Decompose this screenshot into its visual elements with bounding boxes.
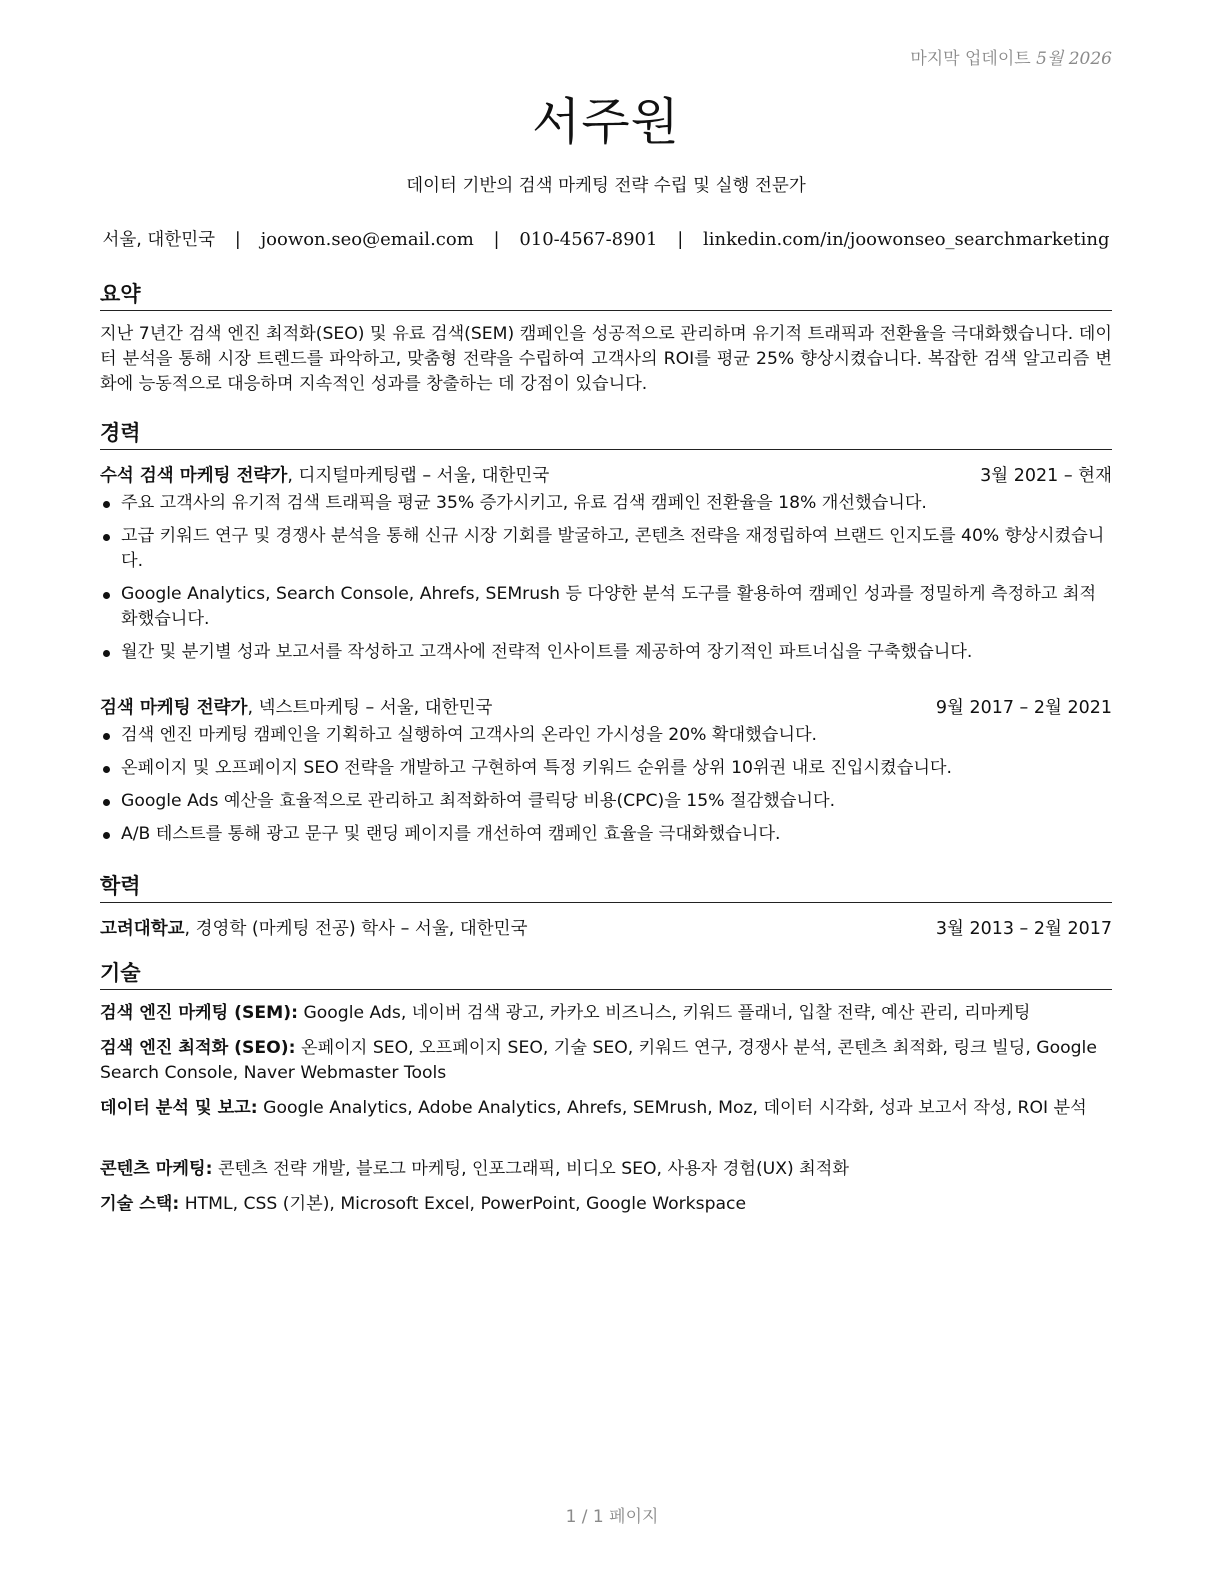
job-bullets: [100, 723, 1112, 855]
last-updated-date: 5월 2026: [1036, 49, 1112, 69]
list-item: 온페이지 및 오프페이지 SEO 전략을 개발하고 구현하여 특정 키워드 순위를 상위 10위권 내로 진입시켰습니다.: [100, 756, 1112, 781]
page-number: 1 / 1 페이지: [565, 1507, 659, 1527]
job-bullets: [100, 491, 1112, 673]
job-company: , 넥스트마케팅 – 서울, 대한민국: [247, 698, 493, 718]
education-entry: [100, 915, 1112, 940]
contact-separator: |: [493, 229, 500, 250]
skill-label: 데이터 분석 및 보고:: [100, 1098, 258, 1118]
list-item: A/B 테스트를 통해 광고 문구 및 랜딩 페이지를 개선하여 캠페인 효율을 극대화했습니다.: [100, 822, 1112, 847]
education-date: 3월 2013 – 2월 2017: [935, 919, 1112, 939]
skill-label: 검색 엔진 마케팅 (SEM):: [100, 1003, 298, 1023]
education-detail: , 경영학 (마케팅 전공) 학사 – 서울, 대한민국: [184, 919, 528, 939]
job-role: 검색 마케팅 전략가: [100, 698, 248, 718]
skill-value: 온페이지 SEO, 오프페이지 SEO, 기술 SEO, 키워드 연구, 경쟁사 분석, 콘텐츠 최적화, 링크 빌딩, Google Search Console, Naver Webmaster Tools: [100, 1038, 1097, 1083]
list-item: 검색 엔진 마케팅 캠페인을 기획하고 실행하여 고객사의 온라인 가시성을 20% 확대했습니다.: [100, 723, 1112, 748]
summary-text: 지난 7년간 검색 엔진 최적화(SEO) 및 유료 검색(SEM) 캠페인을 성공적으로 관리하며 유기적 트래픽과 전환율을 극대화했습니다. 데이터 분석을 통해 시장 트렌드를 파악하고, 맞춤형 전략을 수립하여 고객사의 ROI를 평균 25% 향상시켰습니다. 복잡한 검색 알고리즘 변화에 능동적으로 대응하며 지속적인 성과를 창출하는 데 강점이 있습니다.: [100, 324, 1112, 394]
list-item: 월간 및 분기별 성과 보고서를 작성하고 고객사에 전략적 인사이트를 제공하여 장기적인 파트너십을 구축했습니다.: [100, 640, 1112, 665]
candidate-name: 서주원: [532, 93, 680, 151]
job-date: 3월 2021 – 현재: [980, 466, 1112, 486]
skill-row: [100, 1036, 1112, 1086]
contact-separator: |: [677, 229, 684, 250]
contact-linkedin[interactable]: linkedin.com/in/joowonseo_searchmarketing: [703, 229, 1110, 250]
job-role: 수석 검색 마케팅 전략가: [100, 466, 288, 486]
skill-label: 기술 스택:: [100, 1194, 180, 1214]
list-item: 주요 고객사의 유기적 검색 트래픽을 평균 35% 증가시키고, 유료 검색 캠페인 전환율을 18% 개선했습니다.: [100, 491, 1112, 516]
contact-phone: 010-4567-8901: [519, 229, 658, 250]
section-title-summary: 요약: [100, 278, 1112, 311]
skill-row: [100, 1192, 1112, 1217]
skill-label: 검색 엔진 최적화 (SEO):: [100, 1038, 296, 1058]
skill-value: Google Ads, 네이버 검색 광고, 카카오 비즈니스, 키워드 플래너, 입찰 전략, 예산 관리, 리마케팅: [297, 1003, 1031, 1023]
job-company: , 디지털마케팅랩 – 서울, 대한민국: [287, 466, 550, 486]
section-title-experience: 경력: [100, 417, 1112, 450]
section-title-education: 학력: [100, 870, 1112, 903]
skill-value: 콘텐츠 전략 개발, 블로그 마케팅, 인포그래픽, 비디오 SEO, 사용자 경험(UX) 최적화: [212, 1159, 849, 1179]
skill-value: Google Analytics, Adobe Analytics, Ahrefs, SEMrush, Moz, 데이터 시각화, 성과 보고서 작성, ROI 분석: [257, 1098, 1087, 1118]
list-item: Google Ads 예산을 효율적으로 관리하고 최적화하여 클릭당 비용(CPC)을 15% 절감했습니다.: [100, 789, 1112, 814]
section-title-skills: 기술: [100, 957, 1112, 990]
job-header: [100, 694, 1112, 719]
skill-row: [100, 1096, 1112, 1121]
list-item: Google Analytics, Search Console, Ahrefs, SEMrush 등 다양한 분석 도구를 활용하여 캠페인 성과를 정밀하게 측정하고 최적화했습니다.: [100, 582, 1112, 632]
contact-location: 서울, 대한민국: [102, 230, 216, 250]
job-date: 9월 2017 – 2월 2021: [935, 698, 1112, 718]
skill-label: 콘텐츠 마케팅:: [100, 1159, 213, 1179]
skill-value: HTML, CSS (기본), Microsoft Excel, PowerPoint, Google Workspace: [179, 1194, 747, 1214]
tagline: 데이터 기반의 검색 마케팅 전략 수립 및 실행 전문가: [406, 176, 806, 196]
last-updated: [910, 44, 1112, 69]
skill-row: [100, 1001, 1112, 1026]
contact-line: [100, 226, 1112, 251]
skill-row: [100, 1157, 1112, 1182]
resume-page: [100, 0, 1112, 1584]
job-header: [100, 462, 1112, 487]
list-item: 고급 키워드 연구 및 경쟁사 분석을 통해 신규 시장 기회를 발굴하고, 콘텐츠 전략을 재정립하여 브랜드 인지도를 40% 향상시켰습니다.: [100, 524, 1112, 574]
education-school: 고려대학교: [100, 919, 185, 939]
contact-email[interactable]: joowon.seo@email.com: [260, 229, 474, 250]
contact-separator: |: [234, 229, 241, 250]
last-updated-prefix: 마지막 업데이트: [910, 49, 1031, 69]
